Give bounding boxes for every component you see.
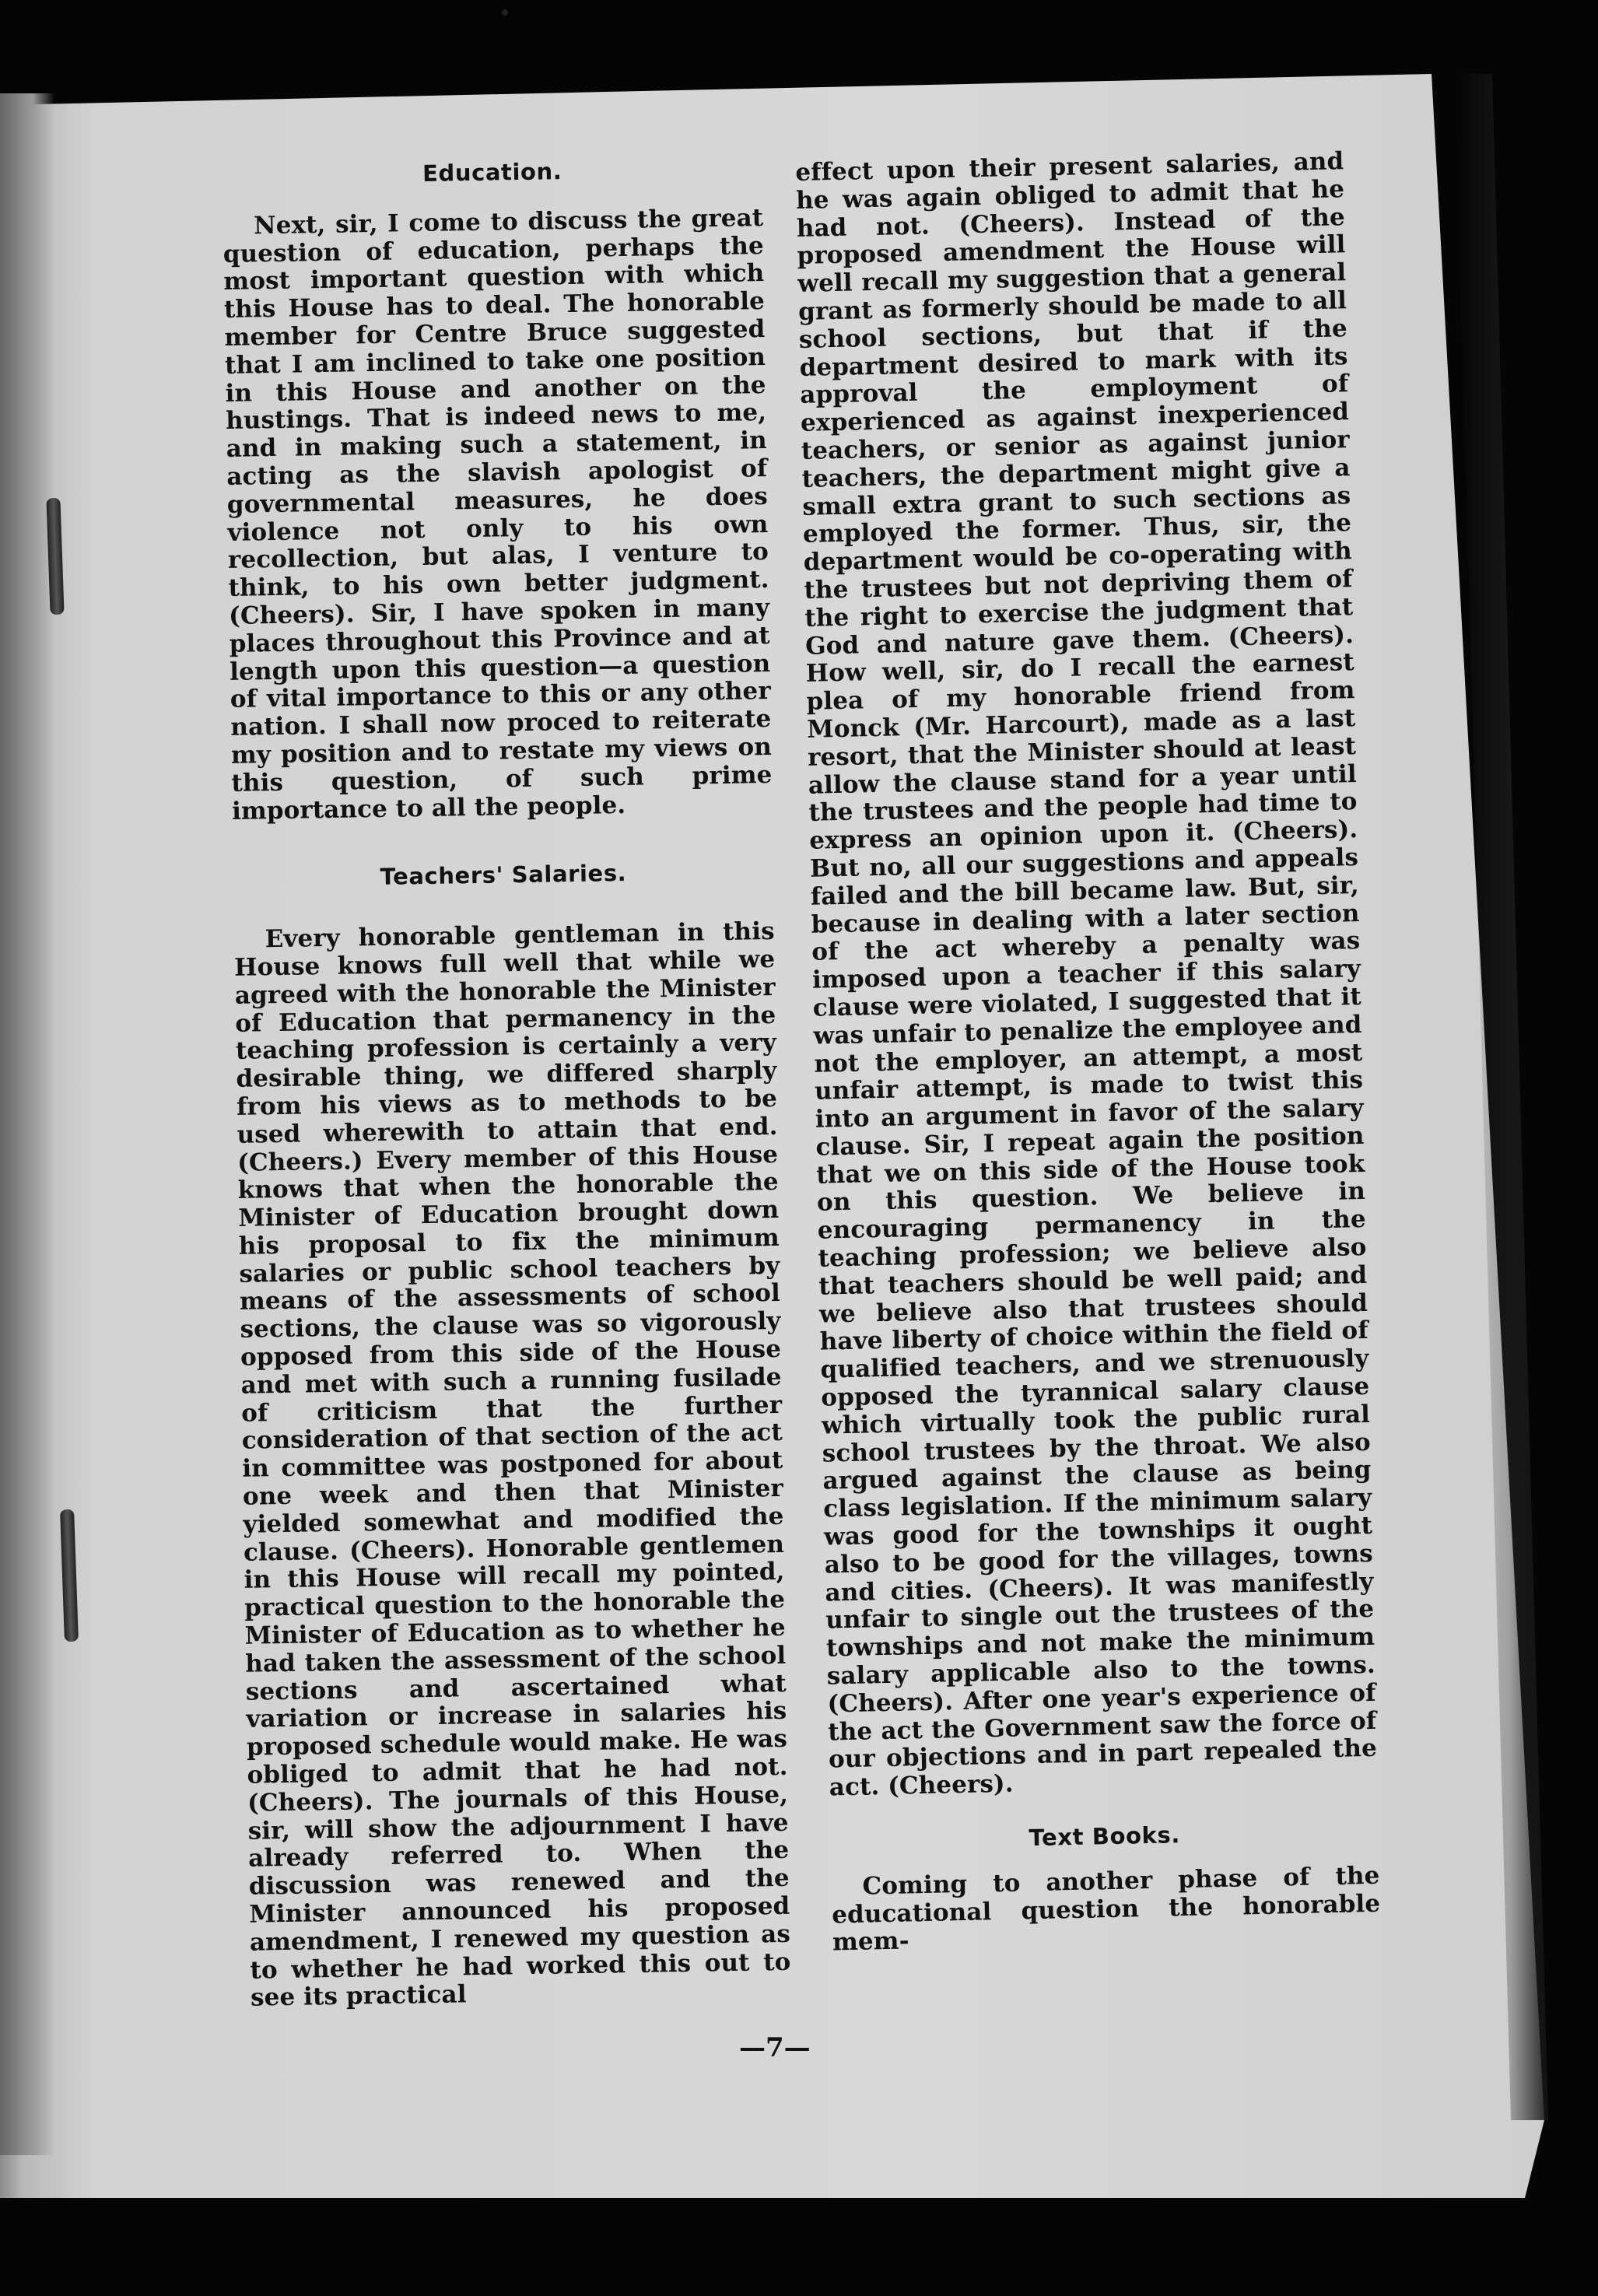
- paragraph-salaries-continued: effect upon their present salaries, and he was again obliged to admit that he had not. (Cheers). Instead of the proposed amendment the House will well recall my suggestion that a general grant as formerly should be made to all school sections, but that if the department desired to mark with its approval the employment of experienced as against inexperienced teachers, or senior as against junior teachers, the department might give a small extra grant to such sections as employed the former. Thus, sir, the department would be co-operating with the trustees but not depriving them of the right to exercise the judgment that God and nature gave them. (Cheers). How well, sir, do I recall the earnest plea of my honorable friend from Monck (Mr. Harcourt), made as a last resort, that the Minister should at least allow the clause stand for a year until the trustees and the people had time to express an opinion upon it. (Cheers). But no, all our suggestions and appeals failed and the bill became law. But, sir, because in dealing with a later section of the act whereby a penalty was imposed upon a teacher if this salary clause were violated, I suggested that it was unfair to penalize the employee and not the employer, an attempt, a most unfair attempt, is made to twist this into an argument in favor of the salary clause. Sir, I repeat again the position that we on this side of the House took on this question. We believe in encouraging permanency in the teaching profession; we believe also that teachers should be well paid; and we believe also that trustees should have liberty of choice within the field of qualified teachers, and we strenuously opposed the tyrannical salary clause which virtually took the public rural school trustees by the throat. We also argued against the clause as being class legislation. If the minimum salary was good for the townships it ought also to be good for the villages, towns and cities. (Cheers). It was manifestly unfair to single out the trustees of the townships and not make the minimum salary applicable also to the towns. (Cheers). After one year's experience of the act the Government saw the force of our objections and in part repealed the act. (Cheers).: [794, 147, 1378, 1802]
- speck: [502, 9, 508, 16]
- heading-education: Education.: [422, 158, 562, 187]
- heading-text-books: Text Books.: [1029, 1821, 1181, 1852]
- paragraph-text-books: Coming to another phase of the educational question the honorable mem-: [831, 1861, 1381, 1957]
- binding-fold: [0, 93, 54, 2155]
- page-number: —7—: [739, 2032, 811, 2063]
- paragraph-teachers-salaries: Every honorable gentleman in this House knows full well that while we agreed with the honorable the Minister of Education that permanency in the teaching profession is certainly a very desirable thing, we differed sharply from his views as to methods to be used wherewith to attain that end. (Cheers.) Every member of this House knows that when the honorable the Minister of Education brought down his proposal to fix the minimum salaries or public school teachers by means of the assessments of school sections, the clause was so vigorously opposed from this side of the House and met with such a running fusilade of criticism that the further consideration of that section of the act in committee was postponed for about one week and then that Minister yielded somewhat and modified the clause. (Cheers). Honorable gentlemen in this House will recall my pointed, practical question to the honorable the Minister of Education as to whether he had taken the assessment of the school sections and ascertained what variation or increase in salaries his proposed schedule would make. He was obliged to admit that he had not. (Cheers). The journals of this House, sir, will show the adjournment I have already referred to. When the discussion was renewed and the Minister announced his proposed amendment, I renewed my question as to whether he had worked this out to see its practical: [233, 917, 791, 2013]
- right-column: [795, 148, 1381, 1957]
- heading-teachers-salaries: Teachers' Salaries.: [380, 860, 627, 891]
- paragraph-education: Next, sir, I come to discuss the great question of education, perhaps the most important question with which this House has to deal. The honorable member for Centre Bruce suggested that I am inclined to take one position in this House and another on the hustings. That is indeed news to me, and in making such a statement, in acting as the slavish apologist of governmental measures, he does violence not only to his own recollection, but alas, I venture to think, to his own better judgment. (Cheers). Sir, I have spoken in many places throughout this Province and at length upon this question—a question of vital importance to this or any other nation. I shall now proced to reiterate my position and to restate my views on this question, of such prime importance to all the people.: [223, 203, 773, 826]
- left-column: [222, 155, 791, 2013]
